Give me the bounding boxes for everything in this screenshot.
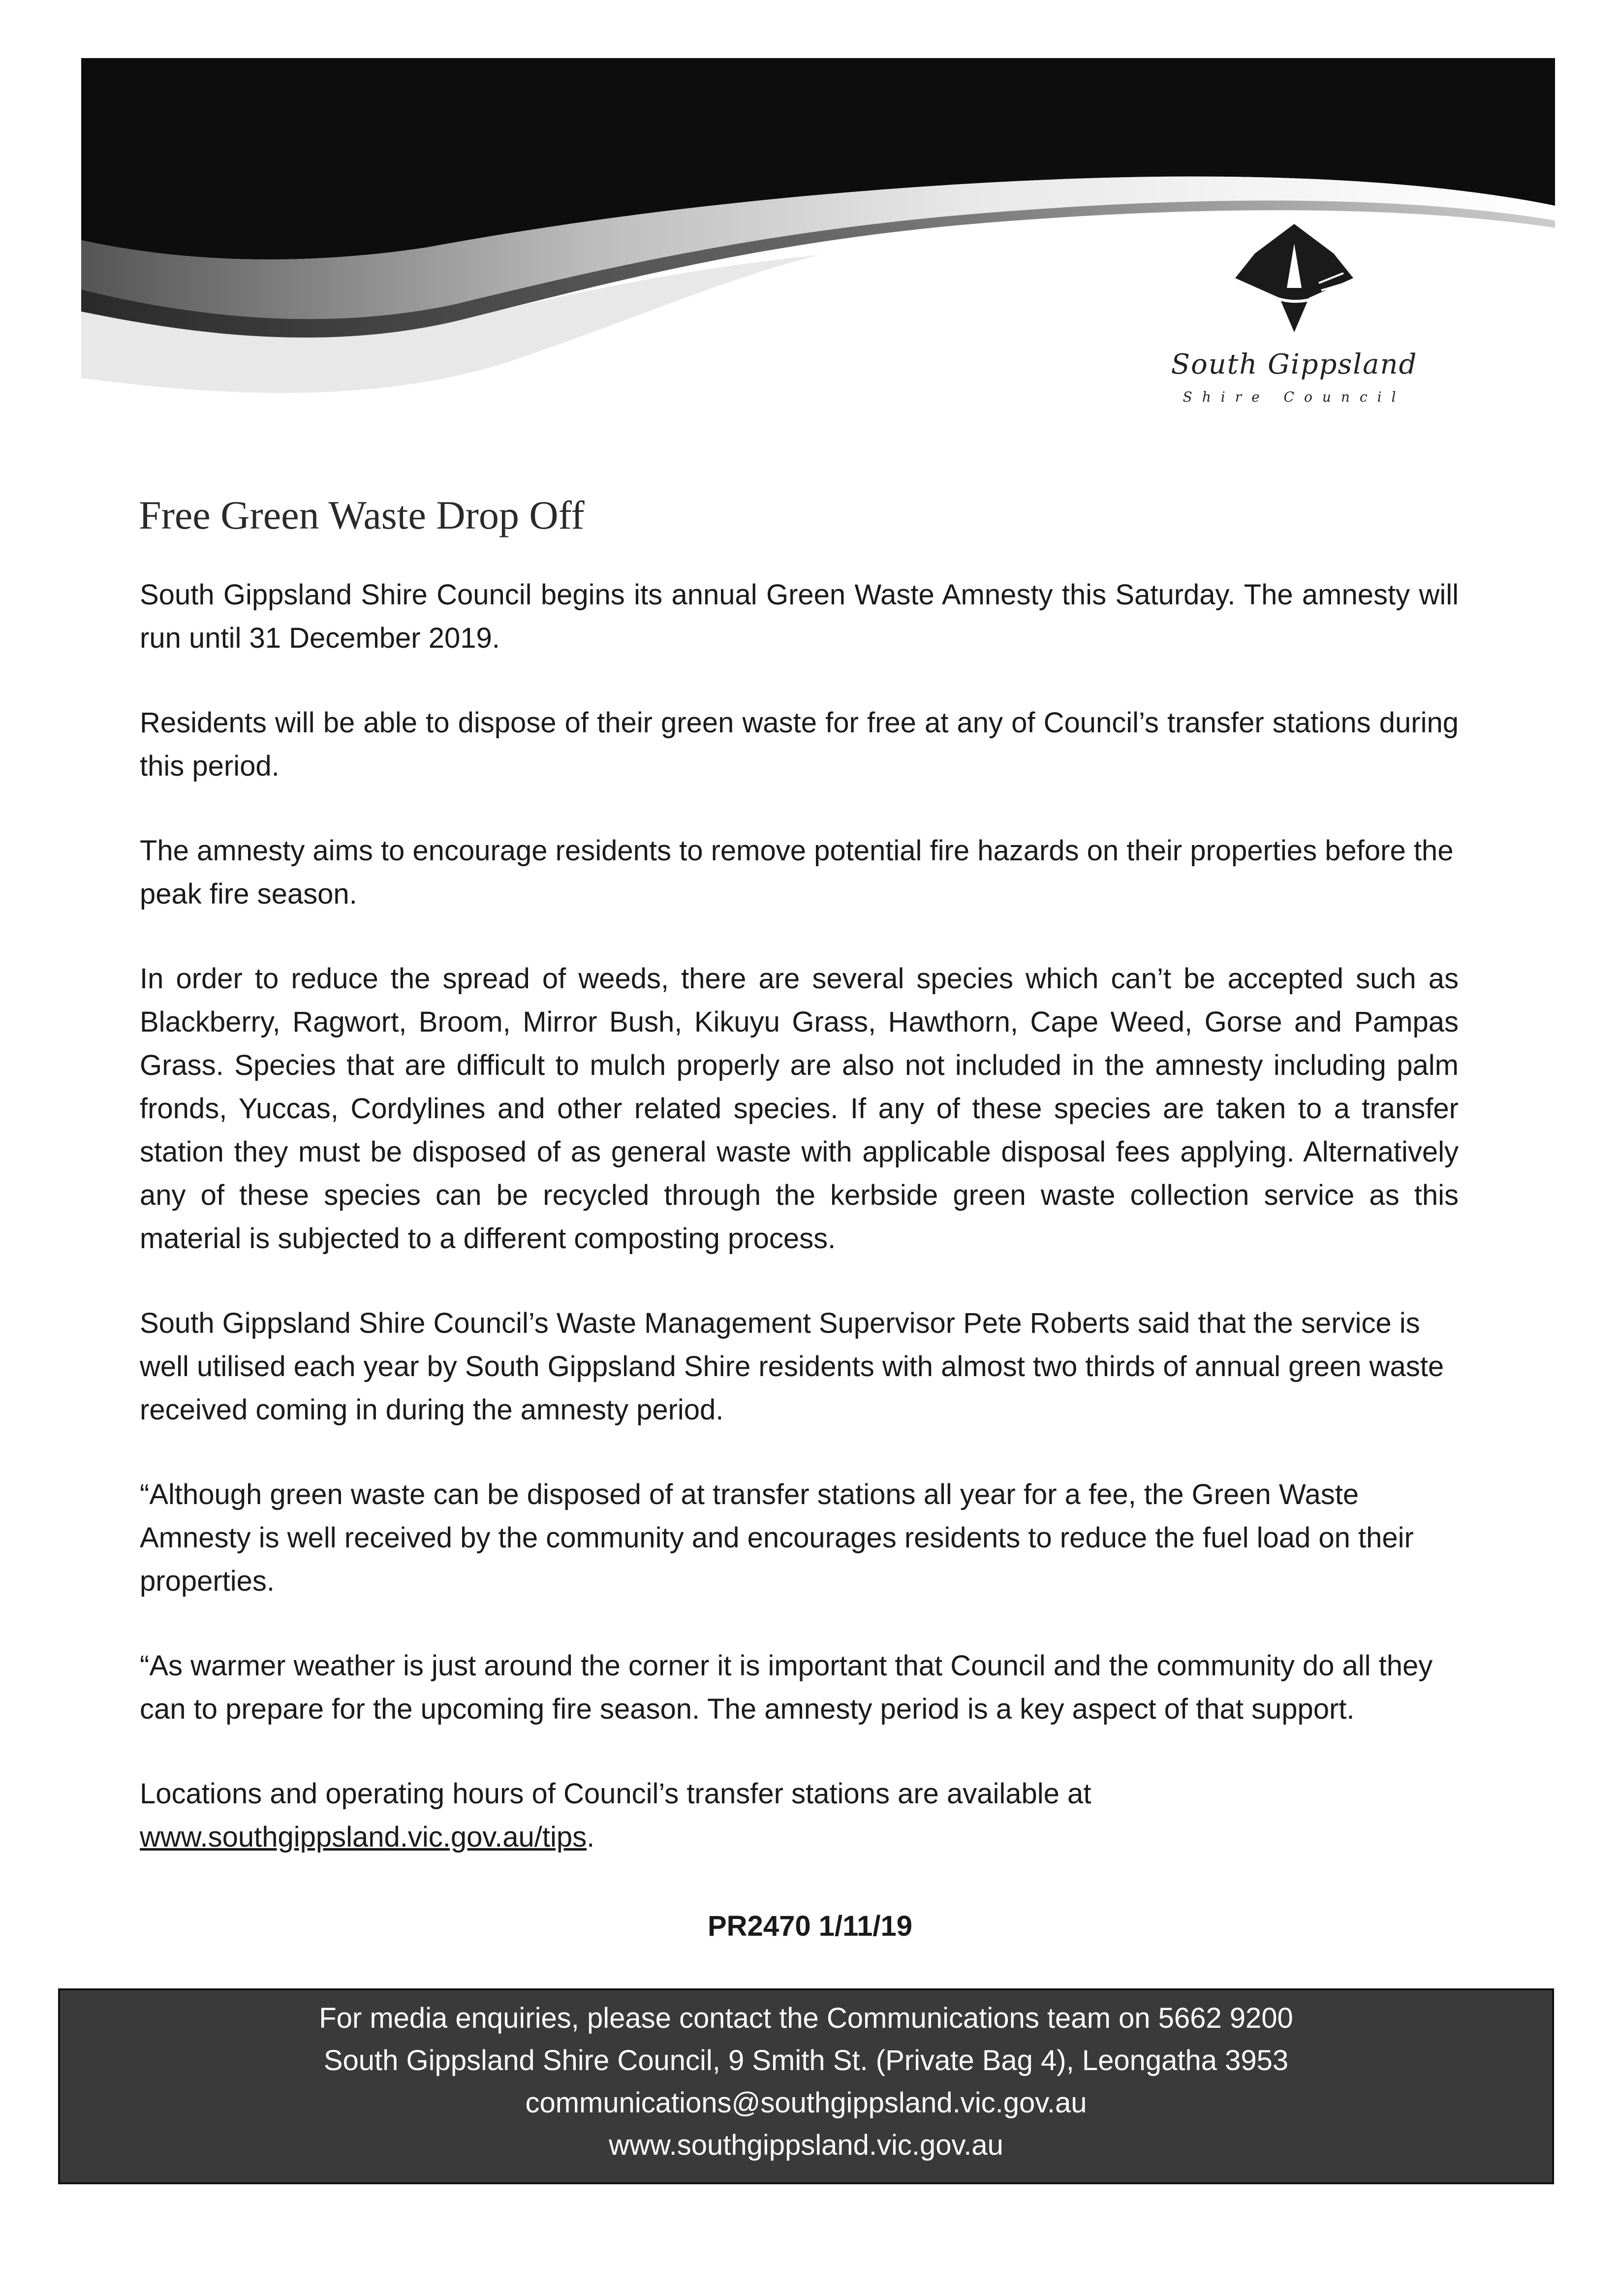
media-contact-footer — [58, 1988, 1554, 2184]
paragraph-residents: Residents will be able to dispose of their green waste for free at any of Council’s transfer stations during this period. — [140, 707, 1459, 782]
paragraph-quote-1: “Although green waste can be disposed of at transfer stations all year for a fee, the Green Waste Amnesty is well received by the community and encourages residents to reduce the fuel load on their properties. — [140, 1478, 1414, 1597]
paragraph-aims: The amnesty aims to encourage residents to remove potential fire hazards on their properties before the peak fire season. — [140, 835, 1454, 910]
footer-contact-line: For media enquiries, please contact the Communications team on 5662 9200 — [319, 2002, 1293, 2034]
footer-address-line: South Gippsland Shire Council, 9 Smith St. (Private Bag 4), Leongatha 3953 — [323, 2044, 1289, 2076]
footer-email[interactable]: communications@southgippsland.vic.gov.au — [525, 2087, 1087, 2119]
council-logo-name: South Gippsland — [1171, 348, 1418, 380]
council-logo-subtitle: Shire Council — [1183, 389, 1406, 405]
paragraph-supervisor: South Gippsland Shire Council’s Waste Management Supervisor Pete Roberts said that the service is well utilised each year by South Gippsland Shire residents with almost two thirds of annual green waste received coming in during the amnesty period. — [140, 1307, 1444, 1426]
paragraph-intro: South Gippsland Shire Council begins its annual Green Waste Amnesty this Saturday. The amnesty will run until 31 December 2019. — [140, 579, 1459, 654]
page-title: Free Green Waste Drop Off — [139, 493, 585, 537]
article-body — [140, 573, 1459, 1900]
locations-suffix: . — [587, 1821, 595, 1853]
council-logo-icon — [1220, 224, 1368, 337]
paragraph-locations — [140, 1772, 1459, 1859]
press-release-reference: PR2470 1/11/19 — [707, 1910, 913, 1942]
locations-text: Locations and operating hours of Council’s transfer stations are available at — [140, 1778, 1091, 1810]
paragraph-quote-2: “As warmer weather is just around the corner it is important that Council and the community do all they can to prepare for the upcoming fire season. The amnesty period is a key aspect of that support. — [140, 1650, 1433, 1725]
tips-link[interactable]: www.southgippsland.vic.gov.au/tips — [140, 1821, 587, 1853]
paragraph-species: In order to reduce the spread of weeds, there are several species which can’t be accepted such as Blackberry, Ragwort, Broom, Mirror Bush, Kikuyu Grass, Hawthorn, Cape Weed, Gorse and Pampas Grass. Species that are difficult to mulch properly are also not included in the amnesty including palm fronds, Yuccas, Cordylines and other related species. If any of these species are taken to a transfer station they must be disposed of as general waste with applicable disposal fees applying. Alternatively any of these species can be recycled through the kerbside green waste collection service as this material is subjected to a different composting process. — [140, 963, 1459, 1255]
footer-website[interactable]: www.southgippsland.vic.gov.au — [609, 2129, 1003, 2161]
